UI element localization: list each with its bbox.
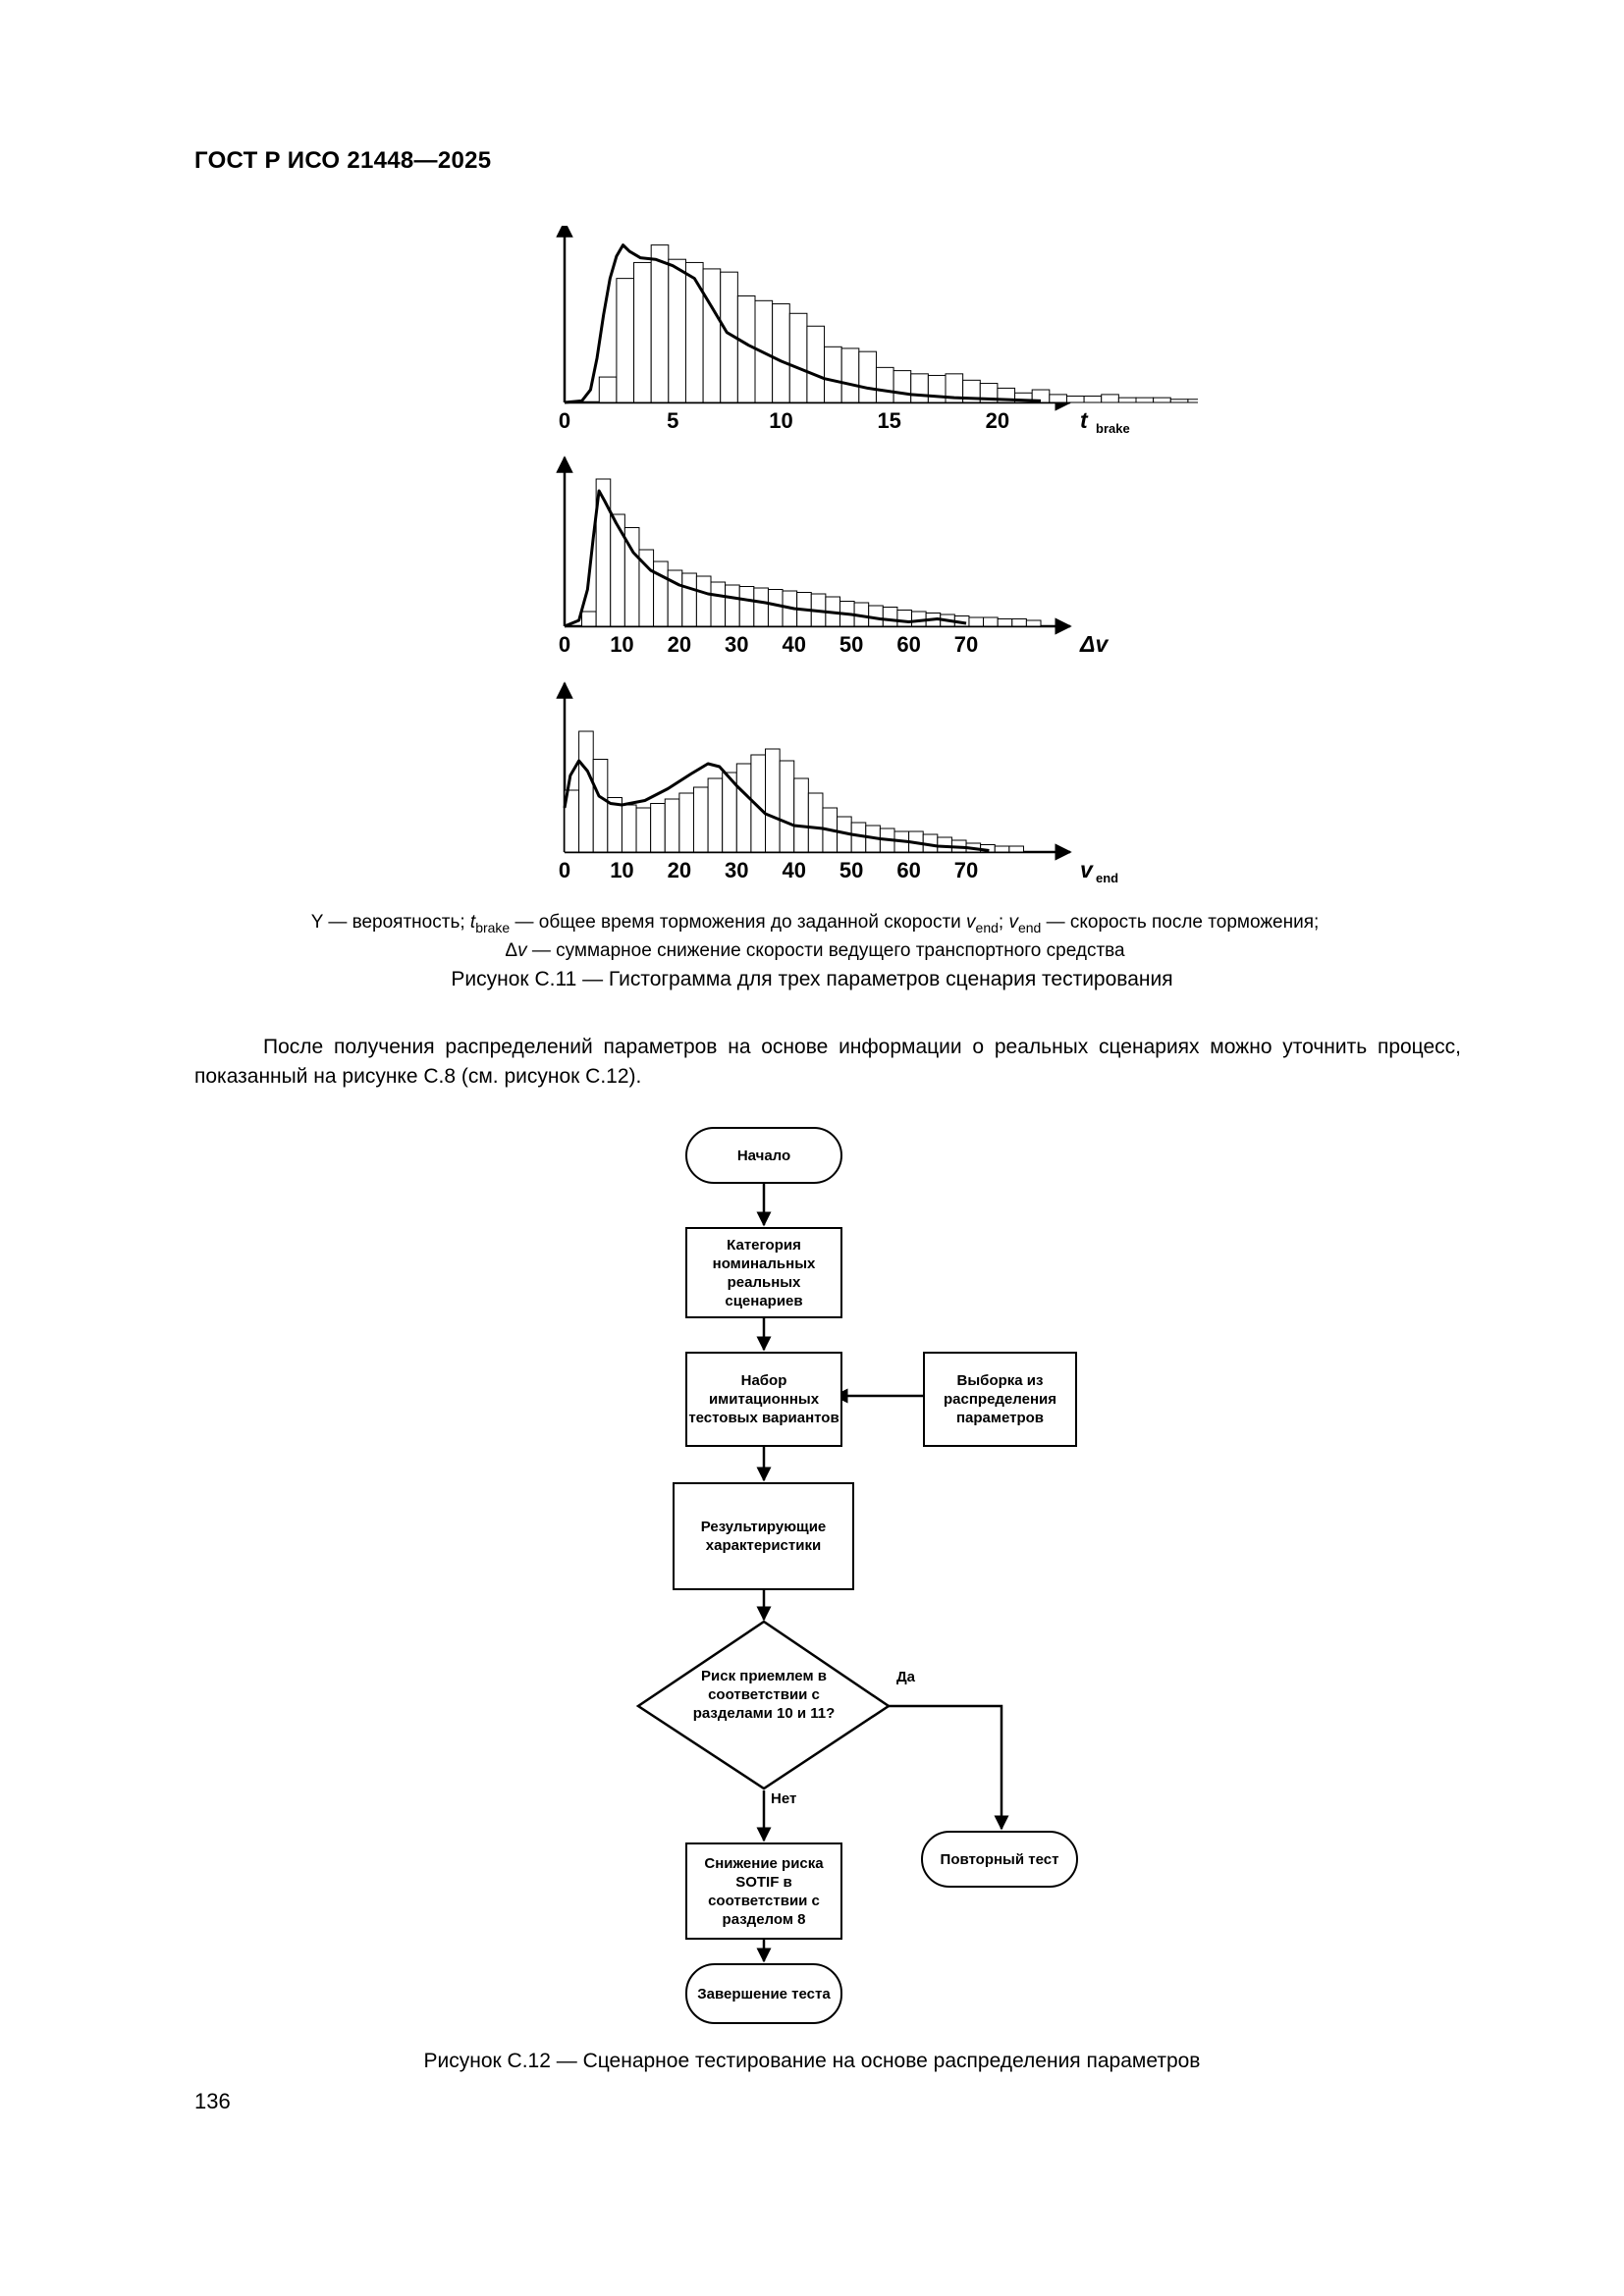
flow-sampling: Выборка из распределения параметров	[923, 1352, 1077, 1447]
body-paragraph: После получения распределений параметров на основе информации о реальных сценариях можно уточнить процесс, показанный на рисунке С.8 (см. рисунок С.12).	[194, 1036, 1461, 1088]
tick-label: 30	[725, 632, 749, 657]
x-axis-label-subscript: end	[1096, 871, 1119, 885]
flow-no-label: Нет	[771, 1790, 797, 1807]
tick-label: 60	[896, 632, 921, 657]
tick-label: 60	[896, 858, 921, 882]
x-axis-label: v	[1080, 857, 1093, 882]
page-number: 136	[194, 2089, 231, 2113]
tick-label: 20	[985, 408, 1010, 433]
tick-label: 10	[610, 632, 634, 657]
tick-label: 50	[839, 858, 864, 882]
legend-line-2: Δv — суммарное снижение скорости ведущего транспортного средства	[505, 939, 1125, 961]
x-axis-label: t	[1080, 407, 1088, 433]
tick-label: 40	[782, 858, 806, 882]
tick-label: 0	[558, 632, 571, 657]
flow-results: Результирующие характеристики	[673, 1482, 854, 1590]
flow-yes-label: Да	[896, 1669, 916, 1685]
tick-label: 70	[953, 858, 979, 882]
document-header: ГОСТ Р ИСО 21448—2025	[194, 147, 492, 174]
flow-decision-text: Риск приемлем в соответствии с разделами 10 и 11?	[692, 1668, 836, 1722]
tick-label: 10	[769, 408, 793, 433]
x-axis-label: Δv	[1080, 631, 1109, 657]
tick-label: 15	[877, 408, 901, 433]
flow-start: Начало	[685, 1127, 842, 1184]
tick-label: 70	[953, 632, 979, 657]
tick-label: 0	[558, 408, 571, 433]
tick-label: 0	[558, 858, 571, 882]
figure-c11-caption: Рисунок С.11 — Гистограмма для трех параметров сценария тестирования	[451, 968, 1173, 990]
flow-test-set: Набор имитационных тестовых вариантов	[685, 1352, 842, 1447]
x-axis-label-subscript: brake	[1096, 421, 1130, 436]
tick-label: 5	[667, 408, 679, 433]
tick-label: 10	[610, 858, 634, 882]
flow-reduce-risk: Снижение риска SOTIF в соответствии с разделом 8	[685, 1842, 842, 1940]
flow-end: Завершение теста	[685, 1963, 842, 2024]
tick-label: 50	[839, 632, 864, 657]
flow-retest: Повторный тест	[921, 1831, 1078, 1888]
tick-label: 20	[667, 858, 692, 882]
figure-c12-caption: Рисунок С.12 — Сценарное тестирование на основе распределения параметров	[423, 2050, 1201, 2072]
tick-label: 40	[782, 632, 806, 657]
legend-line-1: Y — вероятность; $t_{brake}$ — общее время торможения до заданной скорости $v_{end}$; $v_{end}$ — скорость после торможения;	[310, 912, 1320, 935]
tick-label: 20	[667, 632, 692, 657]
flow-category: Категория номинальных реальных сценариев	[685, 1227, 842, 1318]
tick-label: 30	[725, 858, 749, 882]
